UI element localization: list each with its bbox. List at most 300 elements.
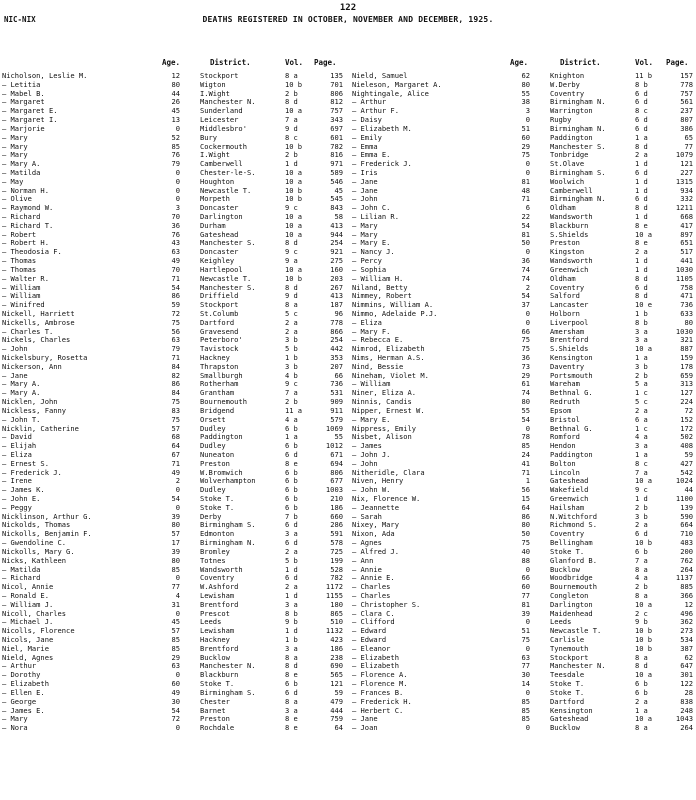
register-entry — [2, 178, 346, 187]
entry-age: 81 — [521, 177, 530, 186]
entry-volume: 2 a — [285, 547, 298, 556]
entry-page: 807 — [680, 116, 693, 125]
entry-name: — Margaret E. — [2, 107, 58, 116]
entry-age: 0 — [175, 186, 180, 195]
entry-volume: 2 a — [635, 406, 648, 415]
entry-name: — John — [352, 459, 378, 468]
entry-district: Bucklow — [550, 565, 580, 574]
entry-page: 59 — [684, 450, 693, 459]
entry-age: 74 — [521, 265, 530, 274]
entry-name: Nixon, Ada — [352, 530, 395, 539]
entry-district: Kensington — [550, 354, 593, 362]
entry-page: 885 — [680, 583, 693, 592]
register-entry — [2, 125, 346, 134]
entry-volume: 9 b — [285, 618, 298, 627]
entry-volume: 8 e — [285, 671, 298, 680]
entry-name: — Margaret — [2, 98, 45, 107]
register-entry — [2, 407, 346, 416]
entry-age: 75 — [171, 398, 180, 407]
register-entry — [352, 698, 696, 707]
register-entry — [2, 160, 346, 169]
entry-volume: 10 a — [635, 600, 653, 609]
page-number: 122 — [339, 3, 357, 13]
age-header: Age. — [162, 58, 181, 67]
entry-volume: 6 d — [635, 89, 648, 98]
entry-volume: 8 e — [285, 459, 298, 468]
entry-district: Bridgend — [200, 406, 235, 415]
register-entry — [2, 380, 346, 389]
entry-page: 911 — [330, 406, 343, 415]
entry-page: 1211 — [675, 204, 693, 213]
register-entry — [352, 292, 696, 301]
entry-volume: 6 d — [285, 450, 298, 459]
entry-page: 199 — [330, 556, 343, 565]
register-entry — [2, 715, 346, 724]
register-entry — [2, 627, 346, 636]
register-entry — [352, 178, 696, 187]
entry-volume: 8 b — [635, 80, 648, 89]
entry-district: Coventry — [200, 574, 235, 583]
entry-volume: 2 b — [635, 583, 648, 592]
entry-volume: 9 d — [285, 124, 298, 133]
entry-name: — Peggy — [2, 503, 32, 512]
entry-page: 427 — [680, 459, 693, 468]
entry-district: Bethnal G. — [550, 389, 593, 398]
entry-district: Camberwell — [200, 160, 243, 169]
entry-page: 496 — [680, 609, 693, 618]
entry-age: 63 — [171, 662, 180, 671]
entry-age: 61 — [521, 380, 530, 389]
entry-name: Nicklin, Catherine — [2, 424, 79, 433]
entry-district: Manchester S. — [200, 239, 256, 248]
entry-age: 55 — [521, 406, 530, 415]
entry-page: 321 — [680, 336, 693, 345]
entry-volume: 2 b — [285, 151, 298, 160]
entry-age: 49 — [171, 688, 180, 697]
entry-page: 121 — [680, 160, 693, 169]
entry-age: 0 — [525, 424, 530, 433]
entry-name: Nimmo, Adelaide P.J. — [352, 309, 438, 318]
entry-district: Knighton — [550, 72, 585, 80]
register-entry — [352, 724, 696, 733]
register-entry — [2, 248, 346, 257]
entry-name: Niner, Eliza A. — [352, 389, 417, 398]
entry-age: 64 — [521, 503, 530, 512]
register-entry — [2, 213, 346, 222]
register-entry — [2, 707, 346, 716]
entry-volume: 2 a — [635, 521, 648, 530]
entry-name: — James K. — [2, 486, 45, 495]
entry-age: 80 — [171, 556, 180, 565]
entry-age: 40 — [521, 547, 530, 556]
entry-page: 121 — [330, 680, 343, 689]
entry-volume: 8 a — [285, 697, 298, 706]
register-entry — [2, 601, 346, 610]
entry-page: 332 — [680, 195, 693, 204]
entry-name: — Richard T. — [2, 221, 54, 230]
entry-district: Darlington — [550, 600, 593, 609]
entry-age: 71 — [171, 459, 180, 468]
entry-district: Barnet — [200, 706, 226, 715]
entry-volume: 2 b — [285, 89, 298, 98]
entry-volume: 10 a — [285, 107, 303, 116]
entry-volume: 6 d — [635, 283, 648, 292]
entry-age: 86 — [171, 380, 180, 389]
entry-age: 76 — [171, 230, 180, 239]
entry-age: 54 — [171, 706, 180, 715]
entry-district: Birmingham N. — [550, 98, 606, 107]
entry-volume: 1 a — [635, 133, 648, 142]
entry-volume: 1 a — [285, 433, 298, 442]
entry-district: Birmingham S. — [200, 688, 256, 697]
entry-page: 65 — [684, 133, 693, 142]
page-header: Page. — [666, 58, 689, 67]
entry-name: — Iris — [352, 168, 378, 177]
entry-district: Dudley — [200, 442, 226, 451]
entry-age: 0 — [525, 644, 530, 653]
entry-volume: 6 d — [285, 539, 298, 548]
entry-age: 85 — [521, 442, 530, 451]
entry-name: Nicoll, Charles — [2, 609, 67, 618]
entry-name: Nipper, Ernest W. — [352, 406, 425, 415]
entry-age: 0 — [175, 195, 180, 204]
entry-age: 80 — [521, 80, 530, 89]
entry-name: — William — [352, 380, 391, 389]
entry-age: 88 — [521, 556, 530, 565]
entry-name: Nicolls, Florence — [2, 627, 75, 636]
entry-district: Paddington — [200, 433, 243, 442]
register-entry — [352, 125, 696, 134]
entry-age: 0 — [525, 168, 530, 177]
entry-volume: 10 e — [635, 301, 653, 310]
entry-district: Manchester N. — [200, 98, 256, 107]
entry-district: Woolwich — [550, 177, 585, 186]
entry-name: — Elizabeth M. — [352, 124, 412, 133]
entry-page: 237 — [680, 107, 693, 116]
entry-district: Brentford — [200, 600, 239, 609]
register-entry — [352, 310, 696, 319]
entry-name: Niel, Marie — [2, 644, 49, 653]
entry-page: 1024 — [675, 477, 693, 486]
entry-district: Derby — [200, 512, 222, 521]
page-title: DEATHS REGISTERED IN OCTOBER, NOVEMBER AND DECEMBER, 1925. — [202, 15, 494, 24]
entry-district: Daventry — [550, 362, 585, 371]
entry-volume: 2 b — [635, 371, 648, 380]
entry-name: — John T. — [2, 415, 41, 424]
entry-age: 50 — [521, 239, 530, 248]
entry-district: Blackburn — [550, 221, 589, 230]
left-entries — [2, 72, 346, 733]
register-entry — [2, 169, 346, 178]
register-entry — [352, 433, 696, 442]
entry-age: 56 — [171, 327, 180, 336]
entry-page: 736 — [680, 301, 693, 310]
entry-age: 80 — [521, 521, 530, 530]
entry-district: Gravesend — [200, 327, 239, 336]
entry-district: Bucklow — [200, 653, 230, 662]
entry-name: Nicklen, John — [2, 398, 58, 407]
entry-volume: 6 b — [285, 424, 298, 433]
entry-name: — Raymond W. — [2, 204, 54, 213]
entry-page: 224 — [680, 398, 693, 407]
entry-page: 157 — [680, 72, 693, 80]
entry-name: — John — [352, 195, 378, 204]
entry-age: 59 — [171, 301, 180, 310]
entry-volume: 8 d — [635, 142, 648, 151]
entry-district: Coventry — [550, 89, 585, 98]
register-entry — [352, 521, 696, 530]
entry-name: — William H. — [352, 274, 404, 283]
register-entry — [352, 477, 696, 486]
entry-name: — Mary F. — [352, 327, 391, 336]
register-entry — [352, 636, 696, 645]
register-entry — [2, 724, 346, 733]
register-entry — [2, 495, 346, 504]
entry-page: 62 — [684, 653, 693, 662]
entry-name: Niland, Betty — [352, 283, 408, 292]
register-entry — [2, 292, 346, 301]
entry-name: — Joan — [352, 724, 378, 733]
entry-district: Coventry — [550, 530, 585, 539]
entry-district: Wigton — [200, 80, 226, 89]
entry-age: 50 — [521, 530, 530, 539]
register-entry — [352, 275, 696, 284]
entry-page: 1012 — [325, 442, 343, 451]
entry-district: Wandsworth — [200, 565, 243, 574]
entry-volume: 2 a — [285, 318, 298, 327]
entry-name: — Arthur — [352, 98, 387, 107]
register-entry — [2, 90, 346, 99]
register-entry — [352, 90, 696, 99]
entry-age: 63 — [521, 653, 530, 662]
age-header: Age. — [510, 58, 529, 67]
register-entry — [352, 610, 696, 619]
entry-age: 2 — [525, 283, 530, 292]
entry-volume: 5 c — [285, 309, 298, 318]
entry-page: 758 — [680, 283, 693, 292]
entry-page: 159 — [680, 354, 693, 362]
entry-volume: 6 b — [285, 477, 298, 486]
register-entry — [352, 689, 696, 698]
entry-page: 510 — [330, 618, 343, 627]
entry-district: Stoke T. — [200, 680, 235, 689]
entry-name: — Charles — [352, 583, 391, 592]
register-entry — [2, 442, 346, 451]
entry-age: 63 — [171, 248, 180, 257]
register-entry — [352, 284, 696, 293]
entry-age: 29 — [171, 653, 180, 662]
entry-name: — Agnes — [352, 539, 382, 548]
entry-page: 697 — [330, 124, 343, 133]
entry-district: Greenwich — [550, 495, 589, 503]
entry-name: — Sarah — [352, 512, 382, 521]
entry-district: Glanford B. — [550, 556, 597, 565]
entry-name: — Arthur — [2, 662, 37, 671]
entry-age: 70 — [171, 213, 180, 221]
entry-volume: 2 c — [635, 609, 648, 618]
entry-page: 96 — [334, 309, 343, 318]
entry-page: 139 — [680, 503, 693, 512]
entry-name: — May — [2, 177, 24, 186]
entry-page: 64 — [334, 724, 343, 733]
entry-age: 57 — [171, 530, 180, 539]
register-entry — [2, 477, 346, 486]
entry-page: 838 — [680, 697, 693, 706]
register-entry — [2, 521, 346, 530]
entry-volume: 3 a — [635, 336, 648, 345]
entry-name: Nineham, Violet M. — [352, 371, 429, 380]
entry-page: 816 — [330, 151, 343, 160]
entry-volume: 3 a — [285, 706, 298, 715]
entry-district: Kensington — [550, 706, 593, 715]
entry-volume: 9 c — [285, 380, 298, 389]
entry-volume: 7 a — [635, 556, 648, 565]
entry-age: 56 — [521, 486, 530, 495]
entry-age: 0 — [525, 160, 530, 169]
entry-page: 423 — [330, 636, 343, 644]
entry-name: — Clara C. — [352, 609, 395, 618]
entry-volume: 10 a — [635, 345, 653, 354]
entry-page: 58 — [334, 213, 343, 221]
entry-age: 75 — [171, 415, 180, 424]
entry-name: — Thomas — [2, 265, 37, 274]
entry-age: 0 — [175, 574, 180, 583]
entry-age: 66 — [521, 327, 530, 336]
entry-name: — Percy — [352, 257, 382, 266]
entry-district: Oldham — [550, 274, 576, 283]
entry-district: Leicester — [200, 116, 239, 125]
register-entry — [352, 416, 696, 425]
entry-name: — William — [2, 283, 41, 292]
entry-volume: 7 a — [635, 468, 648, 477]
register-entry — [2, 328, 346, 337]
entry-volume: 6 d — [285, 521, 298, 530]
register-entry — [352, 654, 696, 663]
register-entry — [352, 601, 696, 610]
entry-name: Nickless, Fanny — [2, 406, 67, 415]
entry-name: — Christopher S. — [352, 600, 421, 609]
entry-age: 0 — [175, 124, 180, 133]
entry-page: 172 — [680, 424, 693, 433]
entry-district: Chester — [200, 697, 230, 706]
entry-district: St.Columb — [200, 309, 239, 318]
entry-volume: 8 d — [285, 239, 298, 248]
entry-district: Bournemouth — [550, 583, 597, 592]
entry-district: S.Shields — [550, 345, 589, 354]
entry-page: 1172 — [325, 583, 343, 592]
entry-name: Nickells, Ambrose — [2, 318, 75, 327]
entry-district: I.Wight — [200, 151, 230, 160]
entry-age: 36 — [521, 257, 530, 266]
register-entry — [2, 116, 346, 125]
register-entry — [2, 469, 346, 478]
register-entry — [2, 654, 346, 663]
entry-name: — Eleanor — [352, 644, 391, 653]
entry-volume: 6 d — [635, 530, 648, 539]
entry-age: 64 — [171, 442, 180, 451]
entry-name: Nickelsbury, Rosetta — [2, 354, 88, 362]
entry-district: Leeds — [200, 618, 222, 627]
district-header: District. — [560, 58, 601, 67]
entry-district: Doncaster — [200, 204, 239, 213]
entry-name: Nicholson, Leslie M. — [2, 72, 88, 80]
entry-district: Dudley — [200, 424, 226, 433]
register-entry — [352, 345, 696, 354]
entry-district: Durham — [200, 221, 226, 230]
entry-age: 75 — [521, 539, 530, 548]
entry-name: Nield, Agnes — [2, 653, 54, 662]
entry-page: 647 — [680, 662, 693, 671]
entry-district: Thrapston — [200, 362, 239, 371]
register-entry — [352, 451, 696, 460]
entry-age: 75 — [521, 151, 530, 160]
entry-name: — John J. — [352, 450, 391, 459]
entry-page: 944 — [330, 230, 343, 239]
entry-name: — Arthur F. — [352, 107, 399, 116]
register-entry — [2, 319, 346, 328]
entry-page: 561 — [680, 98, 693, 107]
register-entry — [2, 548, 346, 557]
entry-page: 1003 — [325, 486, 343, 495]
entry-name: — William J. — [2, 600, 54, 609]
entry-volume: 8 a — [285, 72, 298, 80]
entry-volume: 1 d — [635, 265, 648, 274]
entry-name: — James — [352, 442, 382, 451]
entry-volume: 6 d — [635, 98, 648, 107]
entry-district: Gateshead — [200, 230, 239, 239]
entry-volume: 10 b — [635, 644, 653, 653]
register-entry — [2, 504, 346, 513]
register-entry — [352, 195, 696, 204]
entry-age: 0 — [525, 724, 530, 733]
entry-page: 759 — [330, 715, 343, 724]
entry-age: 0 — [175, 671, 180, 680]
vol-header: Vol. — [635, 58, 654, 67]
entry-page: 254 — [330, 239, 343, 248]
register-entry — [352, 301, 696, 310]
register-entry — [352, 222, 696, 231]
entry-page: 778 — [330, 318, 343, 327]
entry-volume: 8 a — [635, 591, 648, 600]
entry-page: 386 — [680, 124, 693, 133]
entry-age: 51 — [521, 627, 530, 636]
entry-name: — Ellen E. — [2, 688, 45, 697]
entry-page: 417 — [680, 221, 693, 230]
entry-age: 4 — [175, 591, 180, 600]
entry-age: 67 — [171, 450, 180, 459]
register-entry — [352, 354, 696, 363]
entry-district: Morpeth — [200, 195, 230, 204]
entry-district: Bury — [200, 133, 218, 142]
entry-volume: 8 a — [285, 301, 298, 310]
entry-name: Nippress, Emily — [352, 424, 417, 433]
entry-district: Warrington — [550, 107, 593, 116]
register-entry — [352, 671, 696, 680]
entry-name: — Florence M. — [352, 680, 408, 689]
right-column — [352, 58, 696, 733]
entry-district: Stoke T. — [550, 680, 585, 689]
entry-district: Newcastle T. — [550, 627, 602, 636]
entry-age: 80 — [171, 521, 180, 530]
entry-name: — Jane — [352, 177, 378, 186]
entry-page: 210 — [330, 495, 343, 503]
entry-volume: 1 d — [635, 160, 648, 169]
entry-page: 1100 — [675, 495, 693, 503]
entry-volume: 4 a — [635, 574, 648, 583]
entry-name: — Mary A. — [2, 380, 41, 389]
entry-page: 408 — [680, 442, 693, 451]
entry-page: 633 — [680, 309, 693, 318]
